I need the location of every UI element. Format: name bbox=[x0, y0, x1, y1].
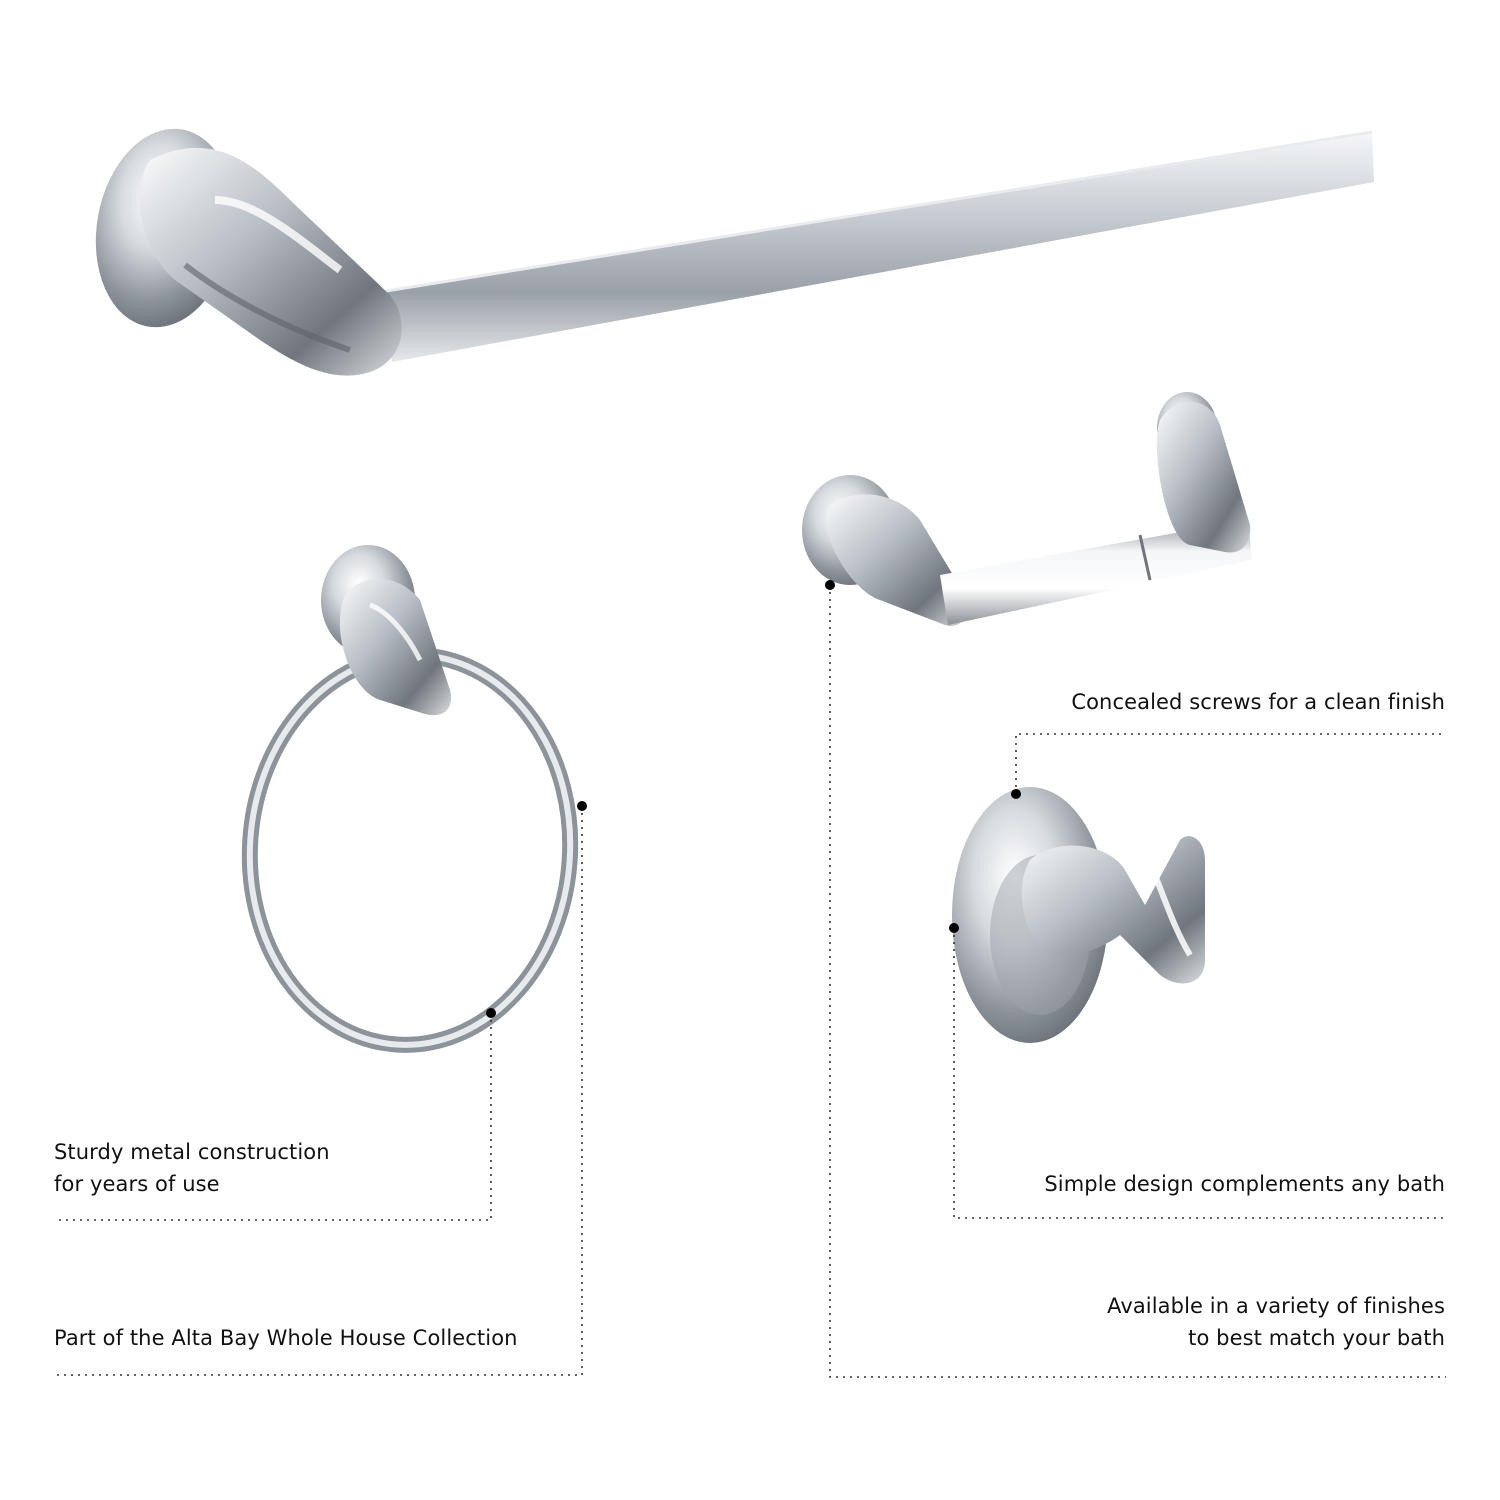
dot-simple bbox=[949, 923, 959, 933]
callout-simple-design bbox=[1044, 1168, 1445, 1200]
dot-concealed bbox=[1011, 789, 1021, 799]
callout-sturdy-line2: for years of use bbox=[54, 1172, 220, 1196]
dot-collection bbox=[577, 801, 587, 811]
toilet-paper-holder bbox=[802, 392, 1252, 626]
callout-simple-line1: Simple design complements any bath bbox=[1044, 1172, 1445, 1196]
callout-finishes-line2: to best match your bath bbox=[1188, 1326, 1445, 1350]
dot-finishes bbox=[825, 580, 835, 590]
callout-collection-line1: Part of the Alta Bay Whole House Collection bbox=[54, 1326, 518, 1350]
callout-sturdy-line1: Sturdy metal construction bbox=[54, 1140, 330, 1164]
towel-ring bbox=[237, 545, 583, 1056]
leader-collection bbox=[54, 806, 582, 1375]
towel-bar bbox=[81, 118, 1374, 376]
callout-concealed-screws bbox=[1071, 686, 1445, 718]
callout-finishes bbox=[1107, 1290, 1445, 1354]
callout-sturdy-construction bbox=[54, 1136, 330, 1200]
callout-collection bbox=[54, 1322, 518, 1354]
robe-hook bbox=[952, 787, 1205, 1043]
leader-concealed bbox=[1016, 734, 1446, 794]
callout-finishes-line1: Available in a variety of finishes bbox=[1107, 1294, 1445, 1318]
dot-sturdy bbox=[486, 1008, 496, 1018]
callout-concealed-line1: Concealed screws for a clean finish bbox=[1071, 690, 1445, 714]
